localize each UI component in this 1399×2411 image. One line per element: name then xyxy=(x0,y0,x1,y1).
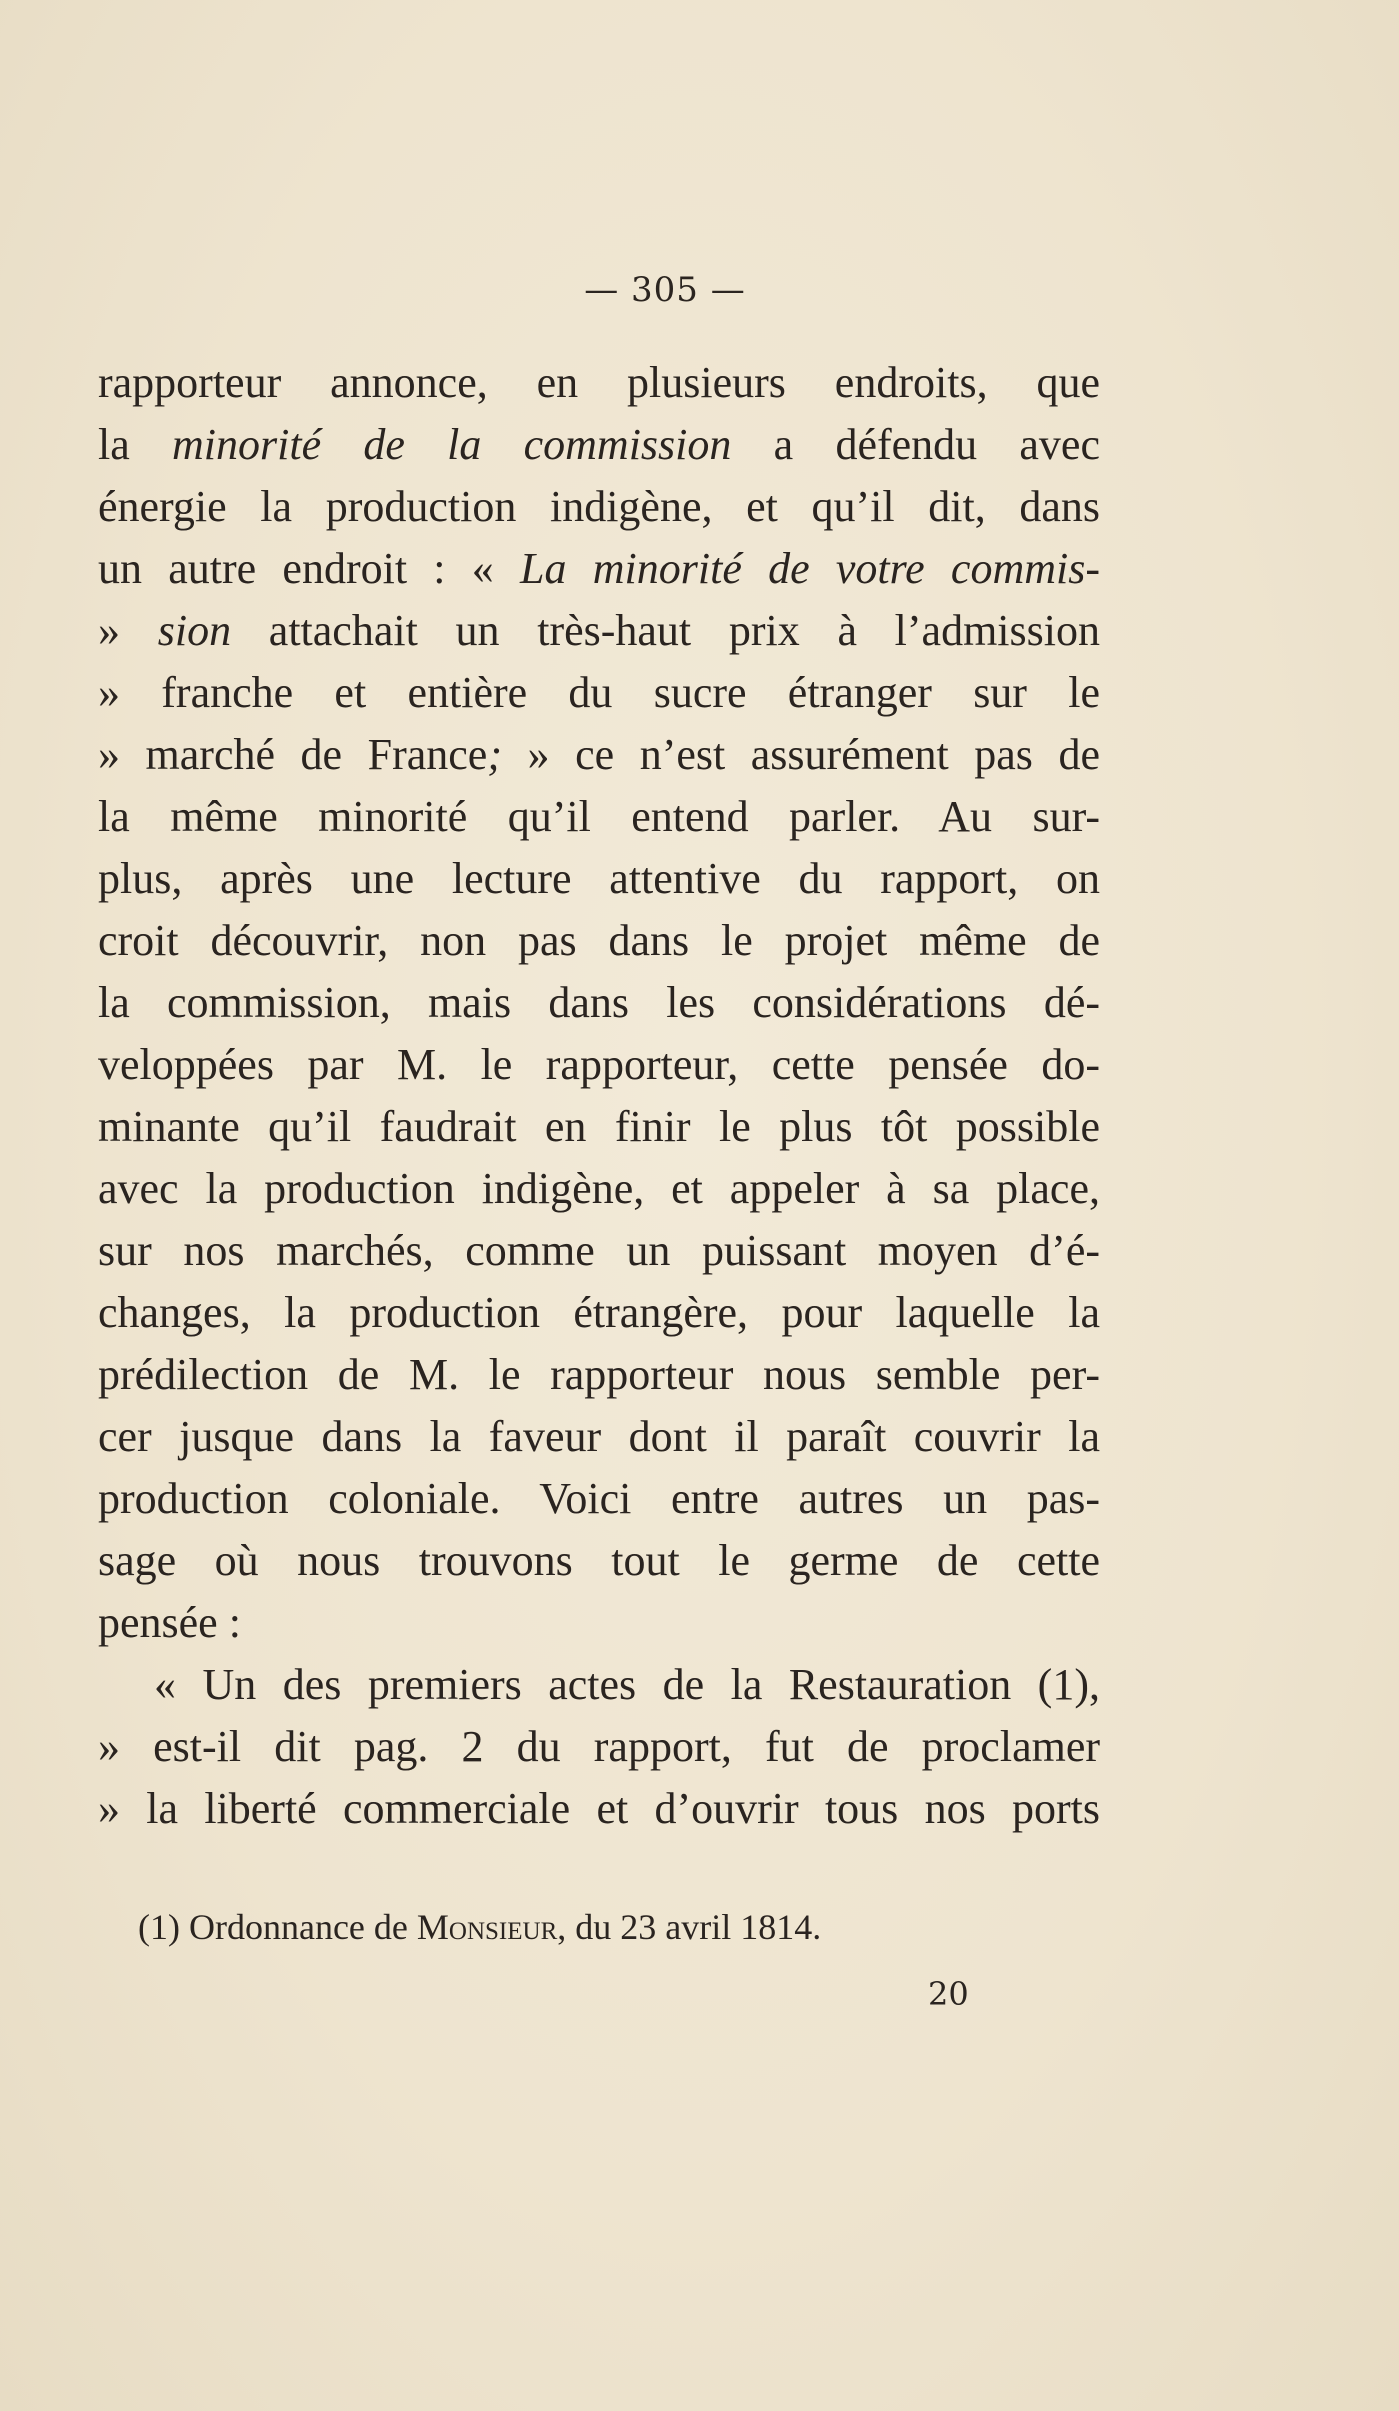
text-line: » est-il dit pag. 2 du rapport, fut de proclamer xyxy=(98,1722,1100,1771)
text-line: rapporteur annonce, en plusieurs endroits, que xyxy=(98,358,1100,407)
text-line: minante qu’il faudrait en finir le plus tôt possible xyxy=(98,1102,1100,1151)
footnote: (1) Ordonnance de Monsieur, du 23 avril 1814. xyxy=(138,1907,822,1947)
italic-text: La minorité de votre commis- xyxy=(520,544,1100,593)
text-line: pensée : xyxy=(98,1598,241,1647)
body-text xyxy=(98,352,1100,1840)
signature-mark: 20 xyxy=(928,1975,969,2013)
text-line: changes, la production étrangère, pour laquelle la xyxy=(98,1288,1100,1337)
text-line: prédilection de M. le rapporteur nous semble per- xyxy=(98,1350,1100,1399)
text-line: la minorité de la commission a défendu avec xyxy=(98,420,1100,469)
page-number: — 305 — xyxy=(584,270,746,310)
italic-text: sion xyxy=(157,606,232,655)
text-line: » la liberté commerciale et d’ouvrir tous nos ports xyxy=(98,1784,1100,1833)
text-line: » marché de France; » ce n’est assurément pas de xyxy=(98,730,1100,779)
text-line: cer jusque dans la faveur dont il paraît couvrir la xyxy=(98,1412,1100,1461)
text-line: sage où nous trouvons tout le germe de cette xyxy=(98,1536,1100,1585)
text-line: veloppées par M. le rapporteur, cette pensée do- xyxy=(98,1040,1100,1089)
text-line: » franche et entière du sucre étranger sur le xyxy=(98,668,1100,717)
text-line: la même minorité qu’il entend parler. Au sur- xyxy=(98,792,1100,841)
text-line: production coloniale. Voici entre autres un pas- xyxy=(98,1474,1100,1523)
text-line: avec la production indigène, et appeler à sa place, xyxy=(98,1164,1100,1213)
text-line: un autre endroit : « La minorité de votre commis- xyxy=(98,544,1100,593)
text-line: plus, après une lecture attentive du rapport, on xyxy=(98,854,1100,903)
italic-text: minorité de la commission xyxy=(172,420,732,469)
text-line: » sion attachait un très-haut prix à l’admission xyxy=(98,606,1101,655)
text-line: croit découvrir, non pas dans le projet même de xyxy=(98,916,1100,965)
footnote-smallcaps: Monsieur xyxy=(416,1907,558,1947)
text-line: « Un des premiers actes de la Restauration (1), xyxy=(154,1660,1100,1709)
text-line: sur nos marchés, comme un puissant moyen d’é- xyxy=(98,1226,1100,1275)
text-line: la commission, mais dans les considérations dé- xyxy=(98,978,1100,1027)
text-line: énergie la production indigène, et qu’il dit, dans xyxy=(98,482,1100,531)
italic-text: ; xyxy=(487,730,502,779)
